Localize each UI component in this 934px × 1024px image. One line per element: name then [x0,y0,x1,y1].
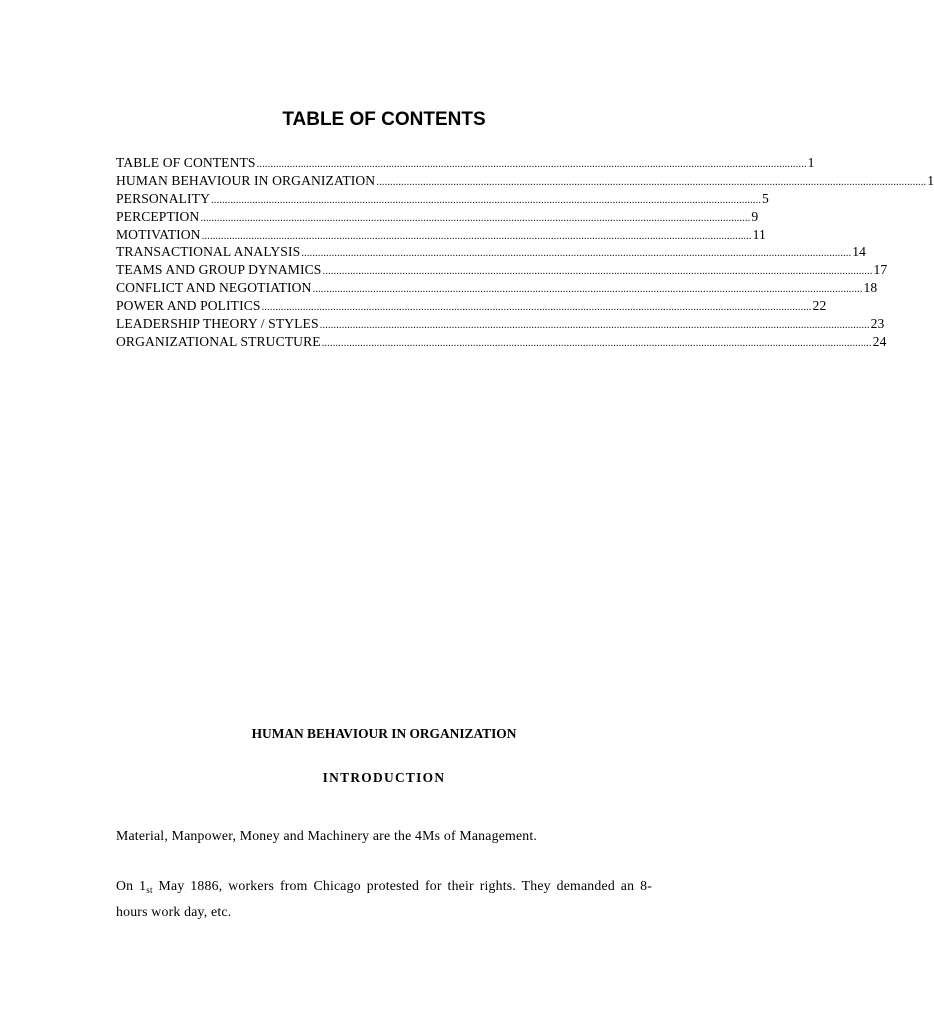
toc-entry-page: 5 [762,190,769,206]
toc-leader-dots: ........................................................................................................................................................................................................ [321,336,872,349]
toc-entry-label: LEADERSHIP THEORY / STYLES [116,316,319,332]
toc-entry-page: 17 [873,262,888,278]
toc-entry-label: ORGANIZATIONAL STRUCTURE [116,333,321,349]
toc-entry[interactable] [116,297,827,315]
toc-entry-label: CONFLICT AND NEGOTIATION [116,280,312,296]
toc-entry[interactable] [116,190,769,208]
section-heading: HUMAN BEHAVIOUR IN ORGANIZATION [251,726,517,741]
toc-entry-label: TEAMS AND GROUP DYNAMICS [116,262,322,278]
toc-leader-dots: ........................................................................................................................................................................................................ [200,211,751,224]
toc-entry-page: 1 [807,155,815,170]
toc-entry-page: 24 [872,333,887,349]
body-paragraph: Material, Manpower, Money and Machinery are the 4Ms of Management. [116,828,538,843]
toc-entry-page: 23 [870,316,885,332]
toc-leader-dots: ........................................................................................................................................................................................................ [201,229,752,242]
toc-entry[interactable] [116,243,867,261]
toc-entry-label: MOTIVATION [116,226,201,242]
toc-leader-dots: ........................................................................................................................................................................................................ [322,265,873,278]
section-subheading: INTRODUCTION [322,770,446,785]
toc-entry[interactable] [116,333,887,351]
toc-entry-label: PERSONALITY [116,190,210,206]
toc-entry[interactable] [116,172,934,190]
toc-entry-label: HUMAN BEHAVIOUR IN ORGANIZATION [116,172,376,188]
toc-list [116,154,934,351]
toc-entry-page: 14 [852,244,867,260]
toc-entry[interactable] [116,315,885,333]
toc-entry[interactable] [116,208,759,226]
toc-entry[interactable] [116,279,878,297]
toc-entry[interactable] [116,226,766,244]
toc-entry-page: 22 [812,298,827,314]
toc-entry[interactable] [116,154,815,172]
toc-leader-dots: ........................................................................................................................................................................................................ [376,175,927,188]
toc-leader-dots: ........................................................................................................................................................................................................ [319,319,870,332]
toc-entry-page: 9 [751,208,759,224]
toc-entry-page: 18 [863,280,878,296]
toc-entry-page: 11 [752,226,766,242]
toc-entry-page: 1 [927,172,934,188]
toc-title: TABLE OF CONTENTS [282,109,486,130]
toc-leader-dots: ........................................................................................................................................................................................................ [256,158,807,170]
body-paragraph [116,873,652,925]
toc-entry[interactable] [116,261,888,279]
toc-leader-dots: ........................................................................................................................................................................................................ [301,247,852,260]
toc-leader-dots: ........................................................................................................................................................................................................ [312,283,863,296]
toc-entry-label: POWER AND POLITICS [116,298,261,314]
toc-leader-dots: ........................................................................................................................................................................................................ [211,193,761,206]
paragraph-text: May 1886, workers from Chicago protested for their rights. They demanded an 8-hours work day, etc. [116,878,653,919]
ordinal-suffix: st [146,885,153,895]
toc-entry-label: TRANSACTIONAL ANALYSIS [116,244,301,260]
paragraph-text: On 1 [116,878,147,893]
toc-leader-dots: ........................................................................................................................................................................................................ [261,301,812,314]
toc-entry-label: TABLE OF CONTENTS [116,155,256,170]
toc-entry-label: PERCEPTION [116,208,200,224]
